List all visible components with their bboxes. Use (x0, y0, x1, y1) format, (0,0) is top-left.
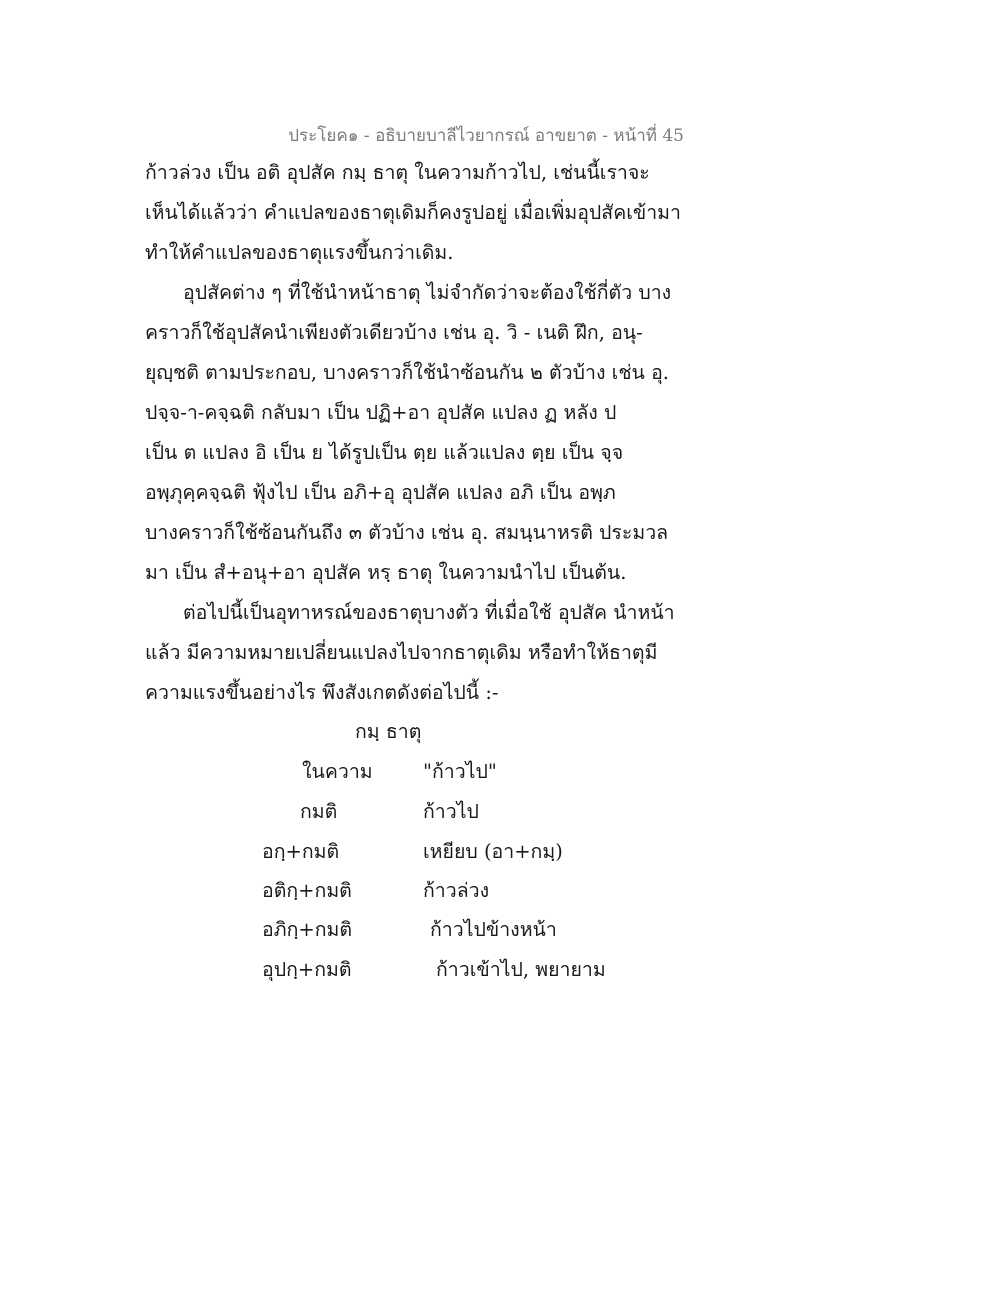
example-word: อติกฺ+กมติ (262, 879, 352, 902)
paragraph-line: ความแรงขึ้นอย่างไร พึงสังเกตดังต่อไปนี้ :- (145, 681, 499, 704)
paragraph-line: เห็นได้แล้วว่า คำแปลของธาตุเดิมก็คงรูปอยู่ เมื่อเพิ่มอุปสัคเข้ามา (145, 201, 681, 224)
example-word: อภิกฺ+กมติ (262, 918, 353, 941)
example-word: อกฺ+กมติ (262, 840, 340, 863)
paragraph-line: เป็น ต แปลง อิ เป็น ย ได้รูปเป็น ตฺย แล้วแปลง ตฺย เป็น จฺจ (145, 441, 624, 464)
paragraph-line: ต่อไปนี้เป็นอุทาหรณ์ของธาตุบางตัว ที่เมื่อใช้ อุปสัค นำหน้า (183, 601, 675, 624)
example-meaning: ก้าวไป (423, 800, 479, 823)
example-word: กมติ (300, 800, 338, 823)
paragraph-line: คราวก็ใช้อุปสัคนำเพียงตัวเดียวบ้าง เช่น อุ. วิ - เนติ ฝึก, อนุ- (145, 321, 643, 344)
paragraph-line: ปจฺจ-า-คจฺฉติ กลับมา เป็น ปฏิ+อา อุปสัค แปลง ฏ หลัง ป (145, 401, 617, 424)
example-meaning: ก้าวล่วง (423, 879, 490, 902)
example-meaning: ก้าวเข้าไป, พยายาม (436, 958, 606, 981)
meaning-value: "ก้าวไป" (423, 760, 497, 783)
paragraph-line: ทำให้คำแปลของธาตุแรงขึ้นกว่าเดิม. (145, 241, 454, 264)
meaning-label: ในความ (302, 760, 373, 783)
paragraph-line: ยุญฺชติ ตามประกอบ, บางคราวก็ใช้นำซ้อนกัน ๒ ตัวบ้าง เช่น อุ. (145, 361, 669, 384)
example-meaning: เหยียบ (อา+กมฺ) (423, 840, 563, 863)
paragraph-line: แล้ว มีความหมายเปลี่ยนแปลงไปจากธาตุเดิม หรือทำให้ธาตุมี (145, 641, 658, 664)
paragraph-line: มา เป็น สํ+อนุ+อา อุปสัค หรฺ ธาตุ ในความนำไป เป็นต้น. (145, 561, 627, 584)
paragraph-line: อุปสัคต่าง ๆ ที่ใช้นำหน้าธาตุ ไม่จำกัดว่าจะต้องใช้กี่ตัว บาง (183, 281, 672, 304)
example-meaning: ก้าวไปข้างหน้า (430, 918, 557, 941)
paragraph-line: อพฺภุคฺคจฺฉติ ฟุ้งไป เป็น อภิ+อุ อุปสัค แปลง อภิ เป็น อพฺภ (145, 481, 616, 504)
example-word: อุปกฺ+กมติ (262, 958, 352, 981)
page-header: ประโยค๑ - อธิบายบาลีไวยากรณ์ อาขยาต - หน้าที่ 45 (288, 126, 684, 146)
paragraph-line: บางคราวก็ใช้ซ้อนกันถึง ๓ ตัวบ้าง เช่น อุ. สมนฺนาหรติ ประมวล (145, 521, 669, 544)
root-title: กมฺ ธาตุ (355, 720, 422, 743)
paragraph-line: ก้าวล่วง เป็น อติ อุปสัค กมฺ ธาตุ ในความก้าวไป, เช่นนี้เราจะ (145, 161, 650, 184)
